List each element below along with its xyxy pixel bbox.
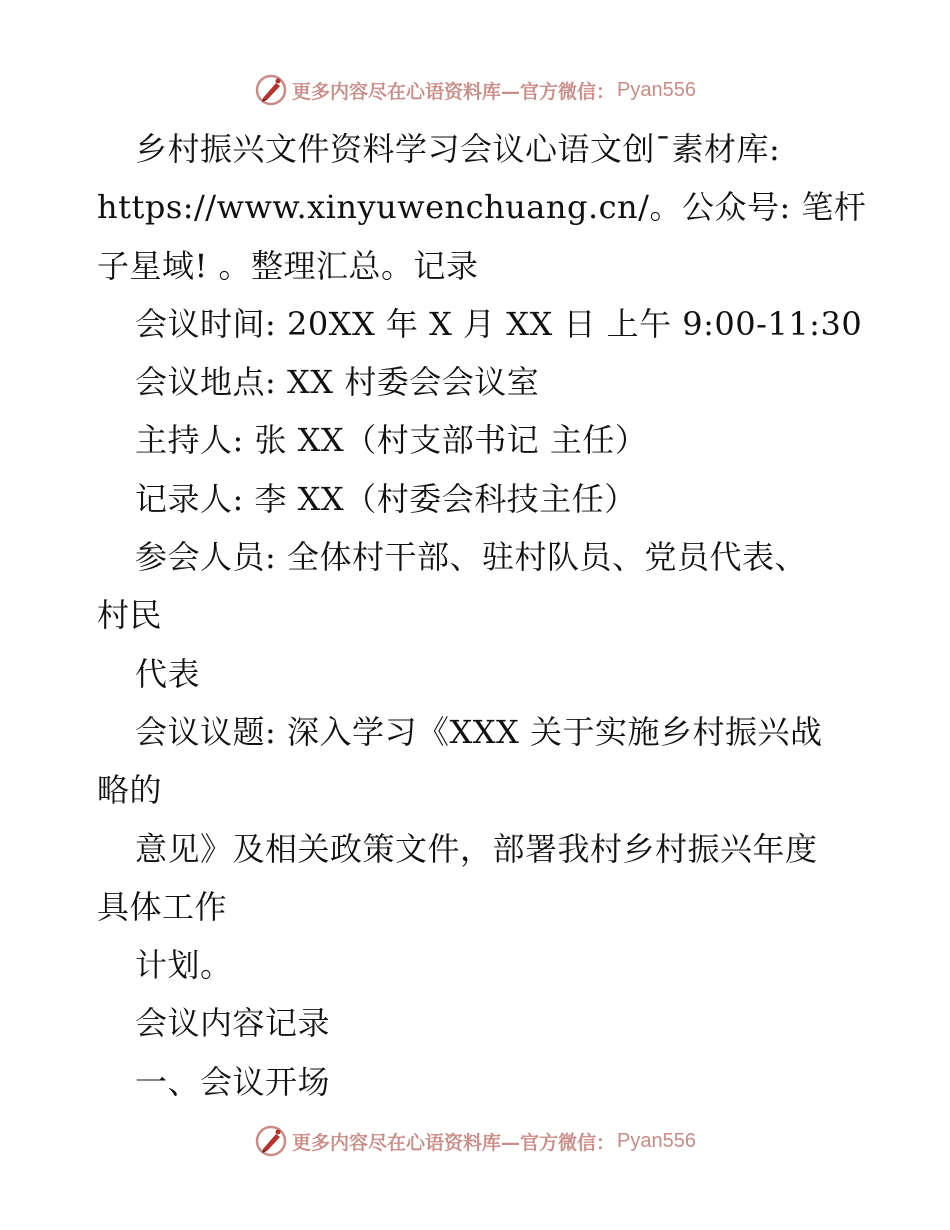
text-line: 略的 — [97, 771, 163, 810]
watermark-wechat-id: Pyan556 — [617, 78, 696, 101]
text-line: 意见》及相关政策文件，部署我村乡村振兴年度 — [135, 829, 818, 868]
section-heading: 会议内容记录 — [135, 1004, 331, 1043]
text-line: 参会人员: 全体村干部、驻村队员、党员代表、 — [135, 538, 807, 577]
text-line: 会议时间: 20XX 年 X 月 XX 日 上午 9:00-11:30 — [135, 304, 863, 343]
watermark-text: 更多内容尽在心语资料库—官方微信： — [292, 1131, 616, 1154]
document-body — [97, 120, 867, 1111]
text-line: 主持人: 张 XX（村支部书记 主任） — [135, 421, 648, 460]
pen-logo-icon — [254, 1124, 288, 1158]
text-line: https://www.xinyuwenchuang.cn/。公众号: 笔杆 — [97, 188, 867, 227]
text-line: 子星域! 。整理汇总。记录 — [97, 246, 479, 285]
footer-watermark — [0, 1121, 950, 1161]
watermark-text: 更多内容尽在心语资料库—官方微信： — [292, 80, 616, 103]
text-line: 具体工作 — [97, 887, 228, 926]
section-heading: 一、会议开场 — [135, 1062, 331, 1101]
text-line: 代表 — [135, 654, 201, 693]
header-watermark — [0, 70, 950, 110]
text-line: 乡村振兴文件资料学习会议心语文创¯素材库: — [135, 130, 781, 168]
text-line: 计划。 — [135, 946, 233, 985]
text-line: 会议议题: 深入学习《XXX 关于实施乡村振兴战 — [135, 712, 823, 751]
watermark-wechat-id: Pyan556 — [617, 1129, 696, 1152]
pen-logo-icon — [254, 73, 288, 107]
text-line: 村民 — [97, 596, 163, 635]
text-line: 会议地点: XX 村委会会议室 — [135, 363, 540, 402]
text-line: 记录人: 李 XX（村委会科技主任） — [135, 479, 637, 518]
